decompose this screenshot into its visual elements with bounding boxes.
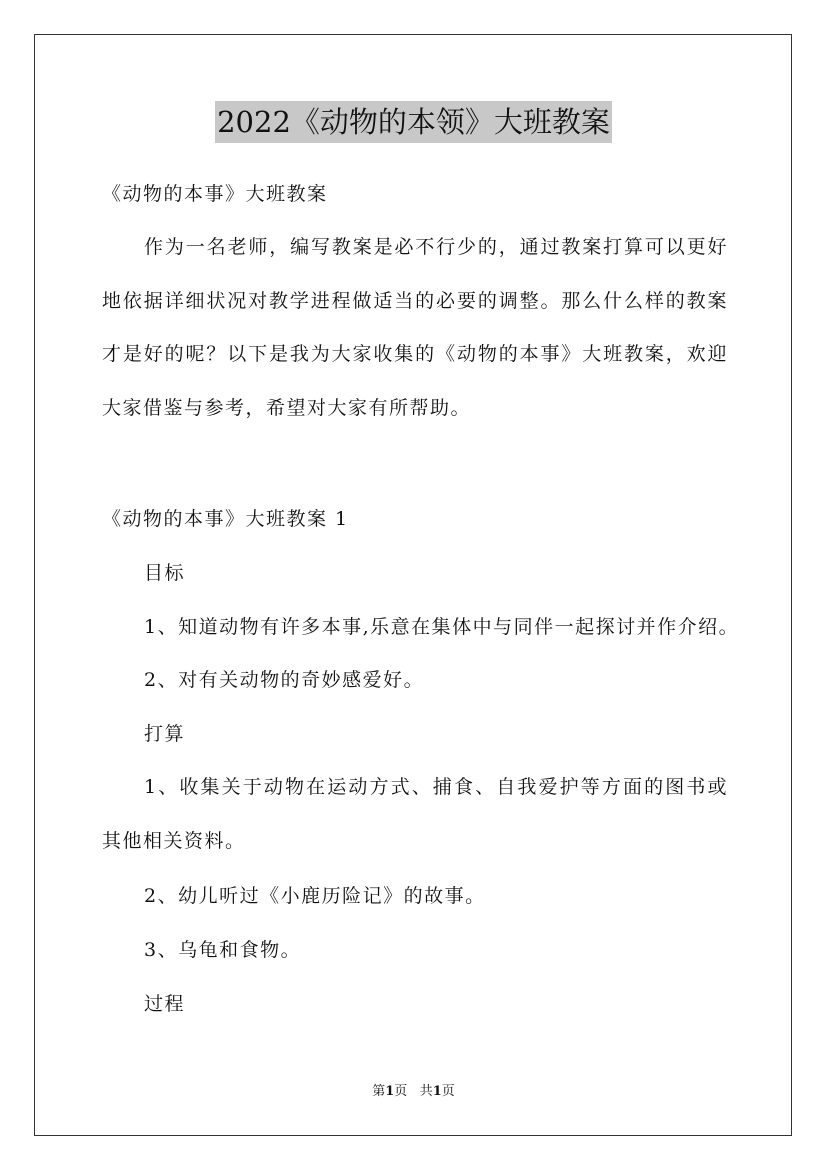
- intro-paragraph: 作为一名老师，编写教案是必不行少的，通过教案打算可以更好地依据详细状况对教学进程做适当的必要的调整。那么什么样的教案才是好的呢？以下是我为大家收集的《动物的本事》大班教案，欢迎大家借鉴与参考，希望对大家有所帮助。: [102, 236, 728, 419]
- section-heading: 《动物的本事》大班教案 1: [102, 508, 349, 530]
- prep-heading: 打算: [144, 723, 186, 745]
- footer-page-current: 1: [385, 1084, 395, 1099]
- goal-item-2: 2、对有关动物的奇妙感爱好。: [144, 669, 425, 691]
- footer-page-total: 1: [432, 1084, 442, 1099]
- document-title: 2022《动物的本领》大班教案: [215, 101, 612, 143]
- document-subtitle: 《动物的本事》大班教案: [102, 183, 328, 205]
- goal-heading: 目标: [144, 562, 186, 584]
- process-heading: 过程: [144, 993, 186, 1015]
- prep-item-2: 2、幼儿听过《小鹿历险记》的故事。: [144, 885, 486, 907]
- goal-item-1: 1、知道动物有许多本事,乐意在集体中与同伴一起探讨并作介绍。: [144, 616, 740, 638]
- footer-prefix: 第: [372, 1084, 386, 1099]
- footer-suffix: 页: [441, 1084, 455, 1099]
- footer-mid: 页 共: [394, 1084, 433, 1099]
- prep-item-3: 3、乌龟和食物。: [144, 939, 302, 961]
- title-container: [0, 101, 827, 143]
- prep-item-1: 1、收集关于动物在运动方式、捕食、自我爱护等方面的图书或其他相关资料。: [102, 776, 728, 852]
- page-footer: [0, 1083, 827, 1101]
